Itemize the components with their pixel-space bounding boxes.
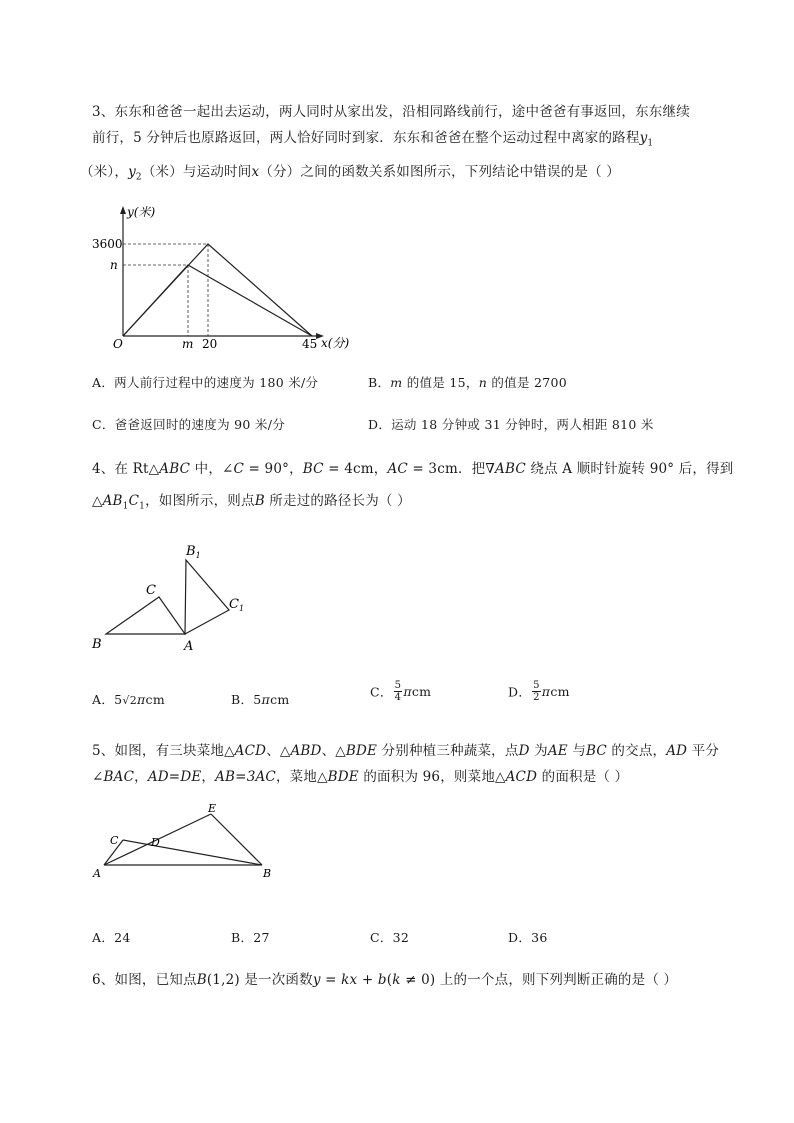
q3-distance-time-graph [92,198,360,358]
q5-line1-h: 平分 [687,743,720,759]
q4-label-c1 [229,597,244,613]
q4-bc-var: BC [302,461,324,477]
q4-option-c-pi: π [403,684,412,699]
q4-point-b: B [254,493,265,509]
q5-line2-d: ，菜地△ [275,769,328,785]
q5-option-d: D．36 [508,930,548,945]
q5-acd2: ACD [505,769,538,785]
q3-line2 [92,126,653,149]
q6-paren: ( [386,972,393,988]
q3-line3-b: （米）与运动时间 [141,164,252,180]
q3-option-b-m: m [390,375,403,390]
q5-label-d: D [151,836,160,849]
q4-label-c1-main: C [229,597,239,612]
q6-a: 6、如图，已知点 [92,972,197,988]
q6-plus: + [357,972,378,988]
q5-eq1: AD=DE [147,769,202,785]
q5-line2-a: ∠ [92,769,104,785]
q5-ae: AE [547,743,568,759]
q4-option-a-pi: π [137,692,146,707]
q3-y1-var: y [639,130,648,146]
q4-line2-c2: 所走过的路径长为（ ） [264,493,411,509]
q4-triangle-abc [106,597,185,634]
q6-bb: b [377,972,387,988]
q5-line1-e: 为 [529,743,548,759]
q5-line1 [92,739,719,759]
q4-c: C [128,493,140,509]
q5-abd: ABD [290,743,322,759]
q4-line1-c: = 90°， [244,461,303,477]
q3-x-var: x [251,164,260,180]
q4-label-a: A [184,639,194,654]
q4-c-var: C [233,461,245,477]
q4-option-d-den: 2 [533,692,540,703]
q3-option-b-c: 的值是 2700 [487,375,568,390]
q3-father-line [123,265,312,336]
q3-y1-sub: 1 [647,138,654,149]
q6-k: k [341,972,350,988]
q4-option-b-a: B．5 [231,692,262,707]
q6-x: x [349,972,358,988]
q4-option-b-unit: cm [270,692,290,707]
q3-tick-45: 45 [302,337,318,351]
q6-eq1: = [320,972,342,988]
q5-option-b: B．27 [231,930,270,945]
q4-line1-a: 4、在 Rt△ [92,461,160,477]
q4-abc2: ABC [495,461,526,477]
q4-option-c [370,680,431,703]
q5-line2 [92,765,628,785]
q3-line3 [80,160,620,183]
q4-label-b: B [92,637,102,652]
q4-line1-d: = 4cm， [323,461,388,477]
q3-tick-n: n [110,258,118,272]
q3-tick-m: m [182,337,194,351]
q5-line1-d: 分别种植三种蔬菜，点 [377,743,519,759]
q4-label-c: C [146,583,156,598]
q5-line2-b: ， [134,769,148,785]
q4-label-b1-main: B [186,544,196,559]
q3-x-axis-label: x(分) [321,336,350,350]
q4-option-d-fraction [532,680,541,703]
q5-d: D [518,743,530,759]
q4-line1-b: 中，∠ [190,461,234,477]
q4-option-a-a: A．5 [92,692,123,707]
q5-line2-e: 的面积为 96，则菜地△ [358,769,506,785]
q5-line1-f: 与 [567,743,587,759]
q4-option-c-a: C． [370,684,393,700]
q3-origin-label: O [113,337,123,351]
q3-option-c: C．爸爸返回时的速度为 90 米/分 [92,417,286,432]
q4-line2-b: ，如图所示，则点 [145,493,255,509]
q4-option-b [231,690,290,708]
q4-triangle-ab1c1 [185,560,229,634]
q5-line1-c: 、△ [321,743,346,759]
q5-eq2: AB=3AC [215,769,276,785]
q4-rotation-figure [88,538,258,658]
q6-b: (1,2) 是一次函数 [206,972,313,988]
q5-triangle-figure [90,800,290,878]
q5-bde: BDE [345,743,378,759]
q6-neq: ≠ 0) [400,972,436,988]
q4-c-sub: 1 [139,501,146,512]
q4-option-d-a: D． [508,684,532,700]
q4-line1 [92,457,734,477]
q4-option-c-unit: cm [411,684,432,699]
q3-option-d: D．运动 18 分钟或 31 分钟时，两人相距 810 米 [368,417,654,432]
q5-ad: AD [666,743,688,759]
q4-line2 [92,489,411,512]
q3-tick-3600: 3600 [92,237,123,251]
q3-line2-text: 前行，5 分钟后也原路返回，两人恰好同时到家．东东和爸爸在整个运动过程中离家的路程 [92,130,640,146]
q4-label-c1-sub: 1 [238,604,245,613]
q4-option-c-fraction [394,680,403,703]
q3-option-b-a: B． [368,375,391,390]
q4-option-d-unit: cm [550,684,570,699]
q4-option-c-num: 5 [394,680,402,691]
q5-line1-b: 、△ [266,743,291,759]
q3-line1: 3、东东和爸爸一起出去运动，两人同时从家出发，沿相同路线前行，途中爸爸有事返回，东东继续 [92,104,690,120]
q4-ab: AB [102,493,123,509]
q4-option-c-den: 4 [394,692,402,703]
q3-y-axis-label: y(米) [127,205,156,219]
q4-option-a [92,690,165,708]
q4-label-b1 [185,544,201,560]
q3-y2-sub: 2 [135,172,142,183]
q5-bde2: BDE [327,769,359,785]
q3-dongdong-line [123,244,312,336]
q4-option-d-num: 5 [533,680,540,691]
q5-line2-f: 的面积是（ ） [537,769,629,785]
q4-option-a-unit: cm [145,692,165,707]
q3-option-b-b: 的值是 15， [402,375,479,390]
q4-option-d-pi: π [541,684,551,699]
q5-label-b: B [263,867,272,880]
q3-option-a: A．两人前行过程中的速度为 180 米/分 [92,375,319,390]
q5-option-c: C．32 [370,930,410,945]
q4-line1-e: = 3cm．把∇ [407,461,496,477]
q4-option-b-pi: π [261,692,271,707]
q5-line2-c: ， [201,769,216,785]
q4-option-d [508,680,570,703]
q5-line1-a: 5、如图，有三块菜地△ [92,743,235,759]
q3-option-b [368,373,567,391]
q5-bac: BAC [103,769,135,785]
q4-line2-a: △ [92,493,103,509]
q3-y2-var: y [128,164,136,180]
q4-abc: ABC [159,461,191,477]
q4-option-a-sqrt: √2 [122,694,137,707]
q3-line3-c: （分）之间的函数关系如图所示，下列结论中错误的是（ ） [259,164,620,180]
q4-ab-sub: 1 [122,501,129,512]
q5-label-a: A [93,867,101,880]
q5-label-c: C [110,834,119,847]
q3-y-axis-arrow [120,206,126,214]
q5-acd: ACD [234,743,267,759]
q4-ac-var: AC [387,461,408,477]
q6-y: y [312,972,321,988]
q5-label-e: E [208,802,217,815]
q6-k2: k [392,972,401,988]
q5-option-a: A．24 [92,930,131,945]
q6-c: 上的一个点，则下列判断正确的是（ ） [435,972,678,988]
q6-line1 [92,968,677,988]
q3-line3-a: （米）， [80,164,129,180]
q5-bc: BC [586,743,607,759]
q5-line1-g: 的交点， [606,743,667,759]
q6-b-var: B [196,972,207,988]
q4-line1-f: 绕点 A 顺时针旋转 90° 后，得到 [525,461,734,477]
q3-option-b-n: n [478,375,488,390]
q4-label-b1-sub: 1 [195,551,201,560]
q3-tick-20: 20 [202,337,218,351]
